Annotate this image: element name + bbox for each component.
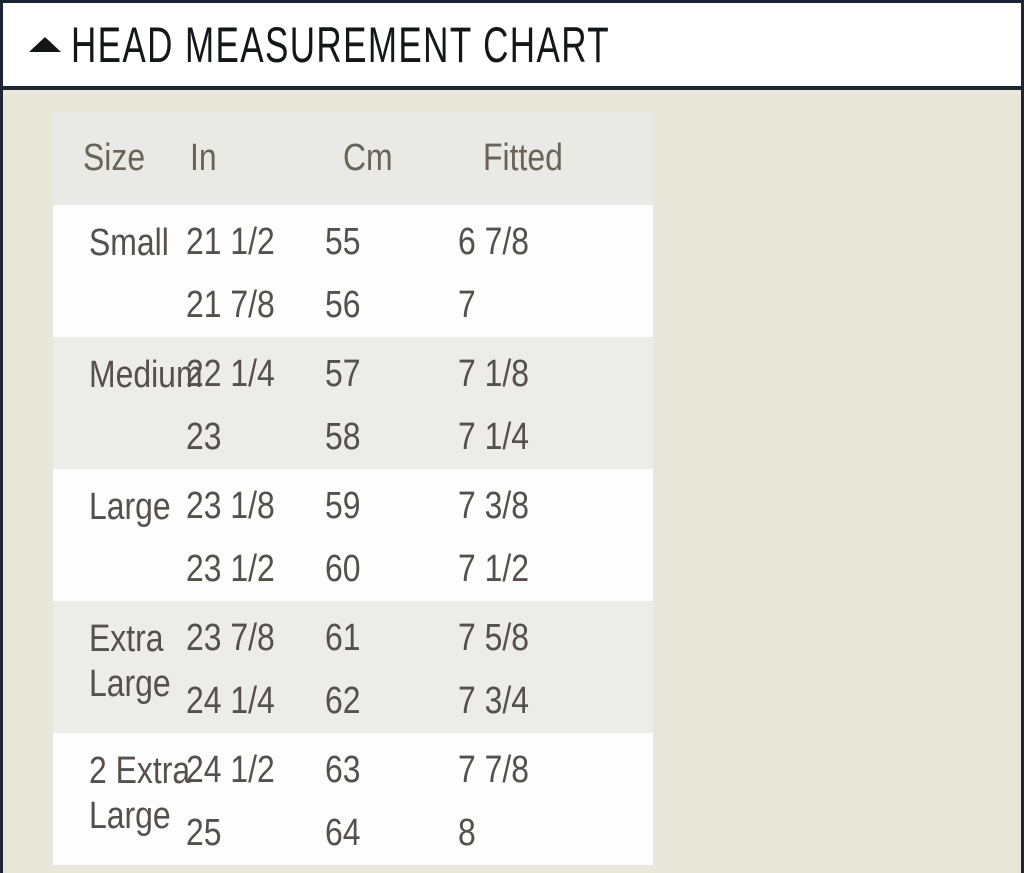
size-row-large <box>53 469 653 601</box>
in-value: 23 <box>186 416 222 458</box>
size-row-extra-large <box>53 601 653 733</box>
column-header-cm: Cm <box>343 137 393 179</box>
cm-value: 57 <box>325 353 361 395</box>
cm-value: 63 <box>325 749 361 791</box>
size-row-medium <box>53 337 653 469</box>
cm-value: 64 <box>325 812 361 854</box>
cm-value: 59 <box>325 485 361 527</box>
table-header-row <box>53 112 653 205</box>
in-value: 23 1/2 <box>186 548 275 590</box>
collapse-triangle-up-icon[interactable] <box>29 37 61 52</box>
column-header-size: Size <box>83 137 146 179</box>
in-value: 24 1/2 <box>186 749 275 791</box>
size-label: 2 Extra Large <box>89 750 191 837</box>
in-value: 23 7/8 <box>186 617 275 659</box>
column-header-in: In <box>190 137 217 179</box>
cm-value: 62 <box>325 680 361 722</box>
fitted-value: 7 1/2 <box>458 548 530 590</box>
column-header-fitted: Fitted <box>483 137 563 179</box>
section-title: HEAD MEASUREMENT CHART <box>71 16 611 73</box>
size-row-2-extra-large <box>53 733 653 865</box>
in-value: 25 <box>186 812 222 854</box>
in-value: 21 7/8 <box>186 284 275 326</box>
fitted-value: 7 5/8 <box>458 617 530 659</box>
cm-value: 58 <box>325 416 361 458</box>
in-value: 21 1/2 <box>186 221 275 263</box>
cm-value: 60 <box>325 548 361 590</box>
fitted-value: 7 <box>458 284 476 326</box>
size-label: Extra Large <box>89 618 171 705</box>
size-row-small <box>53 205 653 337</box>
fitted-value: 7 1/8 <box>458 353 530 395</box>
in-value: 22 1/4 <box>186 353 275 395</box>
cm-value: 55 <box>325 221 361 263</box>
size-label: Large <box>89 486 171 528</box>
fitted-value: 7 3/8 <box>458 485 530 527</box>
fitted-value: 7 1/4 <box>458 416 530 458</box>
size-label: Small <box>89 222 169 264</box>
fitted-value: 6 7/8 <box>458 221 530 263</box>
in-value: 23 1/8 <box>186 485 275 527</box>
fitted-value: 8 <box>458 812 476 854</box>
cm-value: 56 <box>325 284 361 326</box>
in-value: 24 1/4 <box>186 680 275 722</box>
head-measurement-table <box>53 112 653 865</box>
cm-value: 61 <box>325 617 361 659</box>
fitted-value: 7 7/8 <box>458 749 530 791</box>
section-header-head-measurement-chart[interactable] <box>3 0 1021 90</box>
fitted-value: 7 3/4 <box>458 680 530 722</box>
size-label: Medium <box>89 354 203 396</box>
